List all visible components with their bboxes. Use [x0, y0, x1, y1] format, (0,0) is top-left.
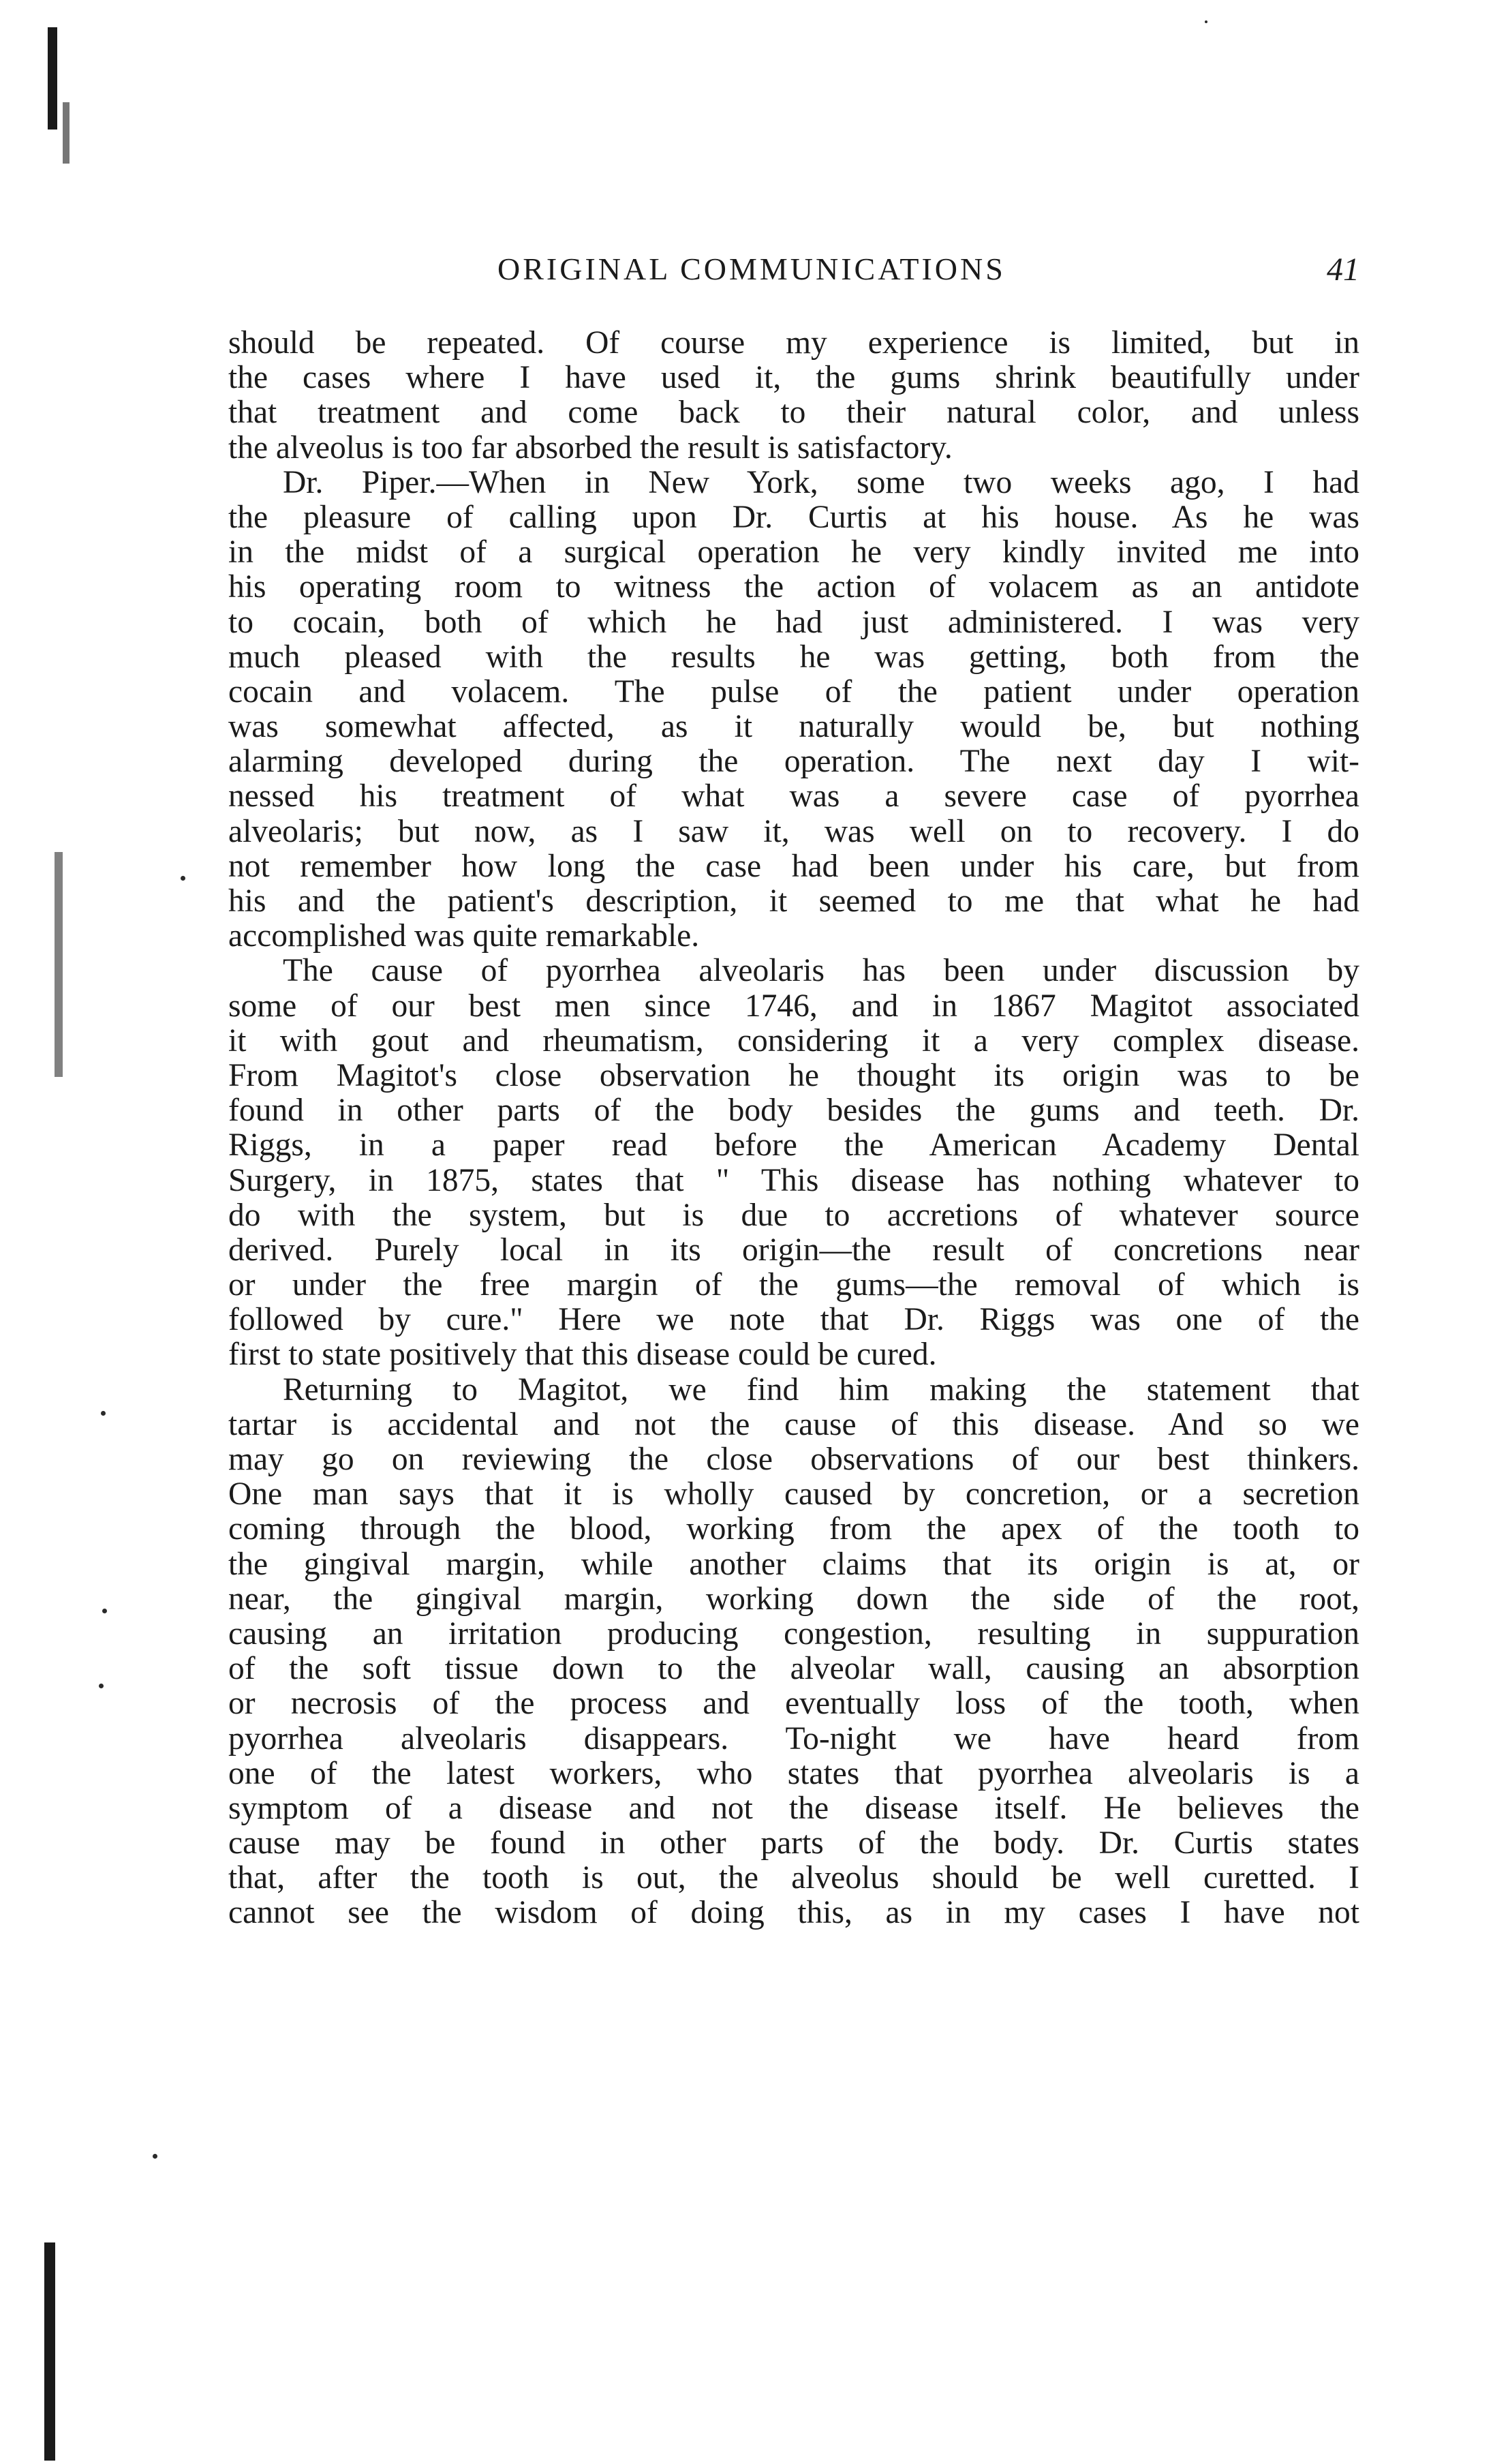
text-line: pyorrhea alveolaris disappears. To-night we have heard from — [228, 1720, 1359, 1756]
text-line: near, the gingival margin, working down the side of the root, — [228, 1581, 1359, 1617]
body-text — [228, 326, 1359, 1931]
text-line: cause may be found in other parts of the body. Dr. Curtis states — [228, 1825, 1359, 1861]
text-line: the cases where I have used it, the gums shrink beautifully under — [228, 360, 1359, 396]
text-line: One man says that it is wholly caused by concretion, or a secretion — [228, 1476, 1359, 1512]
page-number: 41 — [1327, 252, 1359, 288]
text-line: causing an irritation producing congestion, resulting in suppuration — [228, 1615, 1359, 1652]
speck — [99, 1684, 104, 1688]
text-line: do with the system, but is due to accretions of whatever source — [228, 1197, 1359, 1233]
text-line: was somewhat affected, as it naturally would be, but nothing — [228, 709, 1359, 745]
text-line: alarming developed during the operation. The next day I wit- — [228, 744, 1359, 780]
running-head-title: ORIGINAL COMMUNICATIONS — [497, 252, 1006, 286]
binding-mark-top — [48, 27, 57, 130]
text-line: it with gout and rheumatism, considering it a very complex disease. — [228, 1022, 1359, 1059]
text-line: the alveolus is too far absorbed the result is satisfactory. — [228, 429, 953, 466]
binding-mark-middle — [55, 852, 63, 1077]
binding-mark-bottom — [44, 2242, 55, 2461]
speck — [102, 1609, 107, 1613]
text-line: much pleased with the results he was getting, both from the — [228, 639, 1359, 675]
speck — [101, 1411, 106, 1416]
text-line: cocain and volacem. The pulse of the patient under operation — [228, 673, 1359, 710]
text-line: From Magitot's close observation he thought its origin was to be — [228, 1057, 1359, 1093]
text-line: Riggs, in a paper read before the American Academy Dental — [228, 1127, 1359, 1163]
text-line: Surgery, in 1875, states that " This disease has nothing whatever to — [228, 1162, 1359, 1198]
text-line: should be repeated. Of course my experience is limited, but in — [228, 325, 1359, 361]
text-line: his operating room to witness the action of volacem as an antidote — [228, 569, 1359, 605]
text-line: that, after the tooth is out, the alveolus should be well curetted. I — [228, 1860, 1359, 1896]
running-head — [228, 251, 1359, 299]
binding-mark-top-fray — [63, 102, 70, 164]
text-line: of the soft tissue down to the alveolar wall, causing an absorption — [228, 1651, 1359, 1687]
text-line: the pleasure of calling upon Dr. Curtis at his house. As he was — [228, 499, 1359, 535]
text-line: coming through the blood, working from the apex of the tooth to — [228, 1511, 1359, 1547]
text-line: alveolaris; but now, as I saw it, was well on to recovery. I do — [228, 813, 1359, 849]
text-line: his and the patient's description, it seemed to me that what he had — [228, 883, 1359, 919]
text-line: one of the latest workers, who states that pyorrhea alveolaris is a — [228, 1755, 1359, 1791]
text-line: Returning to Magitot, we find him making the statement that — [283, 1371, 1359, 1408]
text-line: followed by cure." Here we note that Dr. Riggs was one of the — [228, 1302, 1359, 1338]
speck — [181, 876, 185, 881]
text-line: first to state positively that this disease could be cured. — [228, 1337, 937, 1373]
speck — [1205, 20, 1207, 23]
text-line: may go on reviewing the close observations of our best thinkers. — [228, 1442, 1359, 1477]
text-line: symptom of a disease and not the disease itself. He believes the — [228, 1790, 1359, 1826]
speck — [153, 2154, 157, 2159]
text-line: some of our best men since 1746, and in 1867 Magitot associated — [228, 988, 1359, 1024]
text-line: The cause of pyorrhea alveolaris has been under discussion by — [283, 953, 1359, 989]
text-line: Dr. Piper.—When in New York, some two weeks ago, I had — [283, 464, 1359, 500]
text-line: the gingival margin, while another claims that its origin is at, or — [228, 1546, 1359, 1582]
text-line: derived. Purely local in its origin—the result of concretions near — [228, 1232, 1359, 1268]
text-line: to cocain, both of which he had just administered. I was very — [228, 604, 1359, 640]
text-line: cannot see the wisdom of doing this, as in my cases I have not — [228, 1895, 1359, 1931]
text-line: found in other parts of the body besides the gums and teeth. Dr. — [228, 1093, 1359, 1129]
text-line: accomplished was quite remarkable. — [228, 918, 700, 954]
text-line: tartar is accidental and not the cause of this disease. And so we — [228, 1406, 1359, 1442]
text-line: in the midst of a surgical operation he very kindly invited me into — [228, 534, 1359, 571]
text-line: nessed his treatment of what was a severe case of pyorrhea — [228, 778, 1359, 815]
text-line: or necrosis of the process and eventually loss of the tooth, when — [228, 1686, 1359, 1722]
text-line: or under the free margin of the gums—the removal of which is — [228, 1267, 1359, 1303]
text-line: not remember how long the case had been under his care, but from — [228, 848, 1359, 884]
text-line: that treatment and come back to their natural color, and unless — [228, 395, 1359, 431]
